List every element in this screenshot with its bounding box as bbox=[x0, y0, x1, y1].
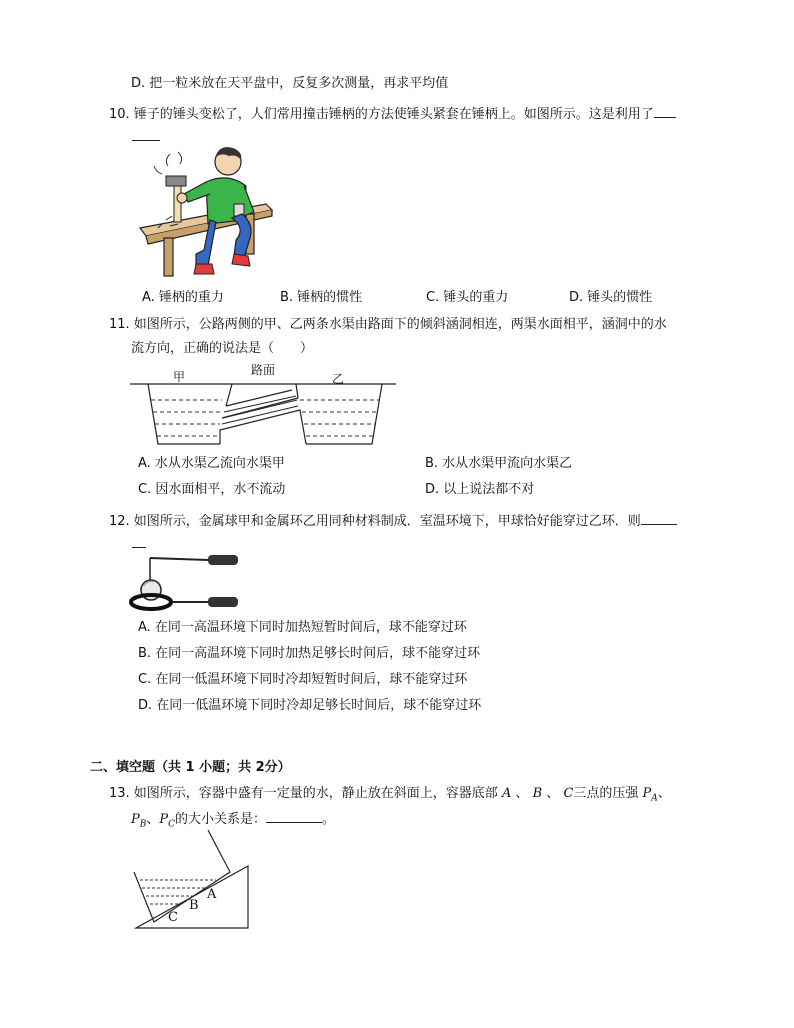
q13-pb-symbol: $P_B$ bbox=[131, 812, 147, 830]
q13-comma-1: 、 bbox=[657, 786, 671, 801]
q13-sep-2: 、 bbox=[542, 786, 564, 801]
q12-stem bbox=[109, 510, 677, 531]
q13-end: 。 bbox=[322, 812, 336, 827]
q12-option-d[interactable]: D. 在同一低温环境下同时冷却足够长时间后，球不能穿过环 bbox=[138, 698, 482, 713]
q11-option-d[interactable]: D. 以上说法都不对 bbox=[425, 482, 535, 497]
q10-option-b[interactable]: B. 锤柄的惯性 bbox=[280, 290, 363, 305]
q10-stem bbox=[109, 103, 676, 124]
q11-label-jia: 甲 bbox=[173, 370, 186, 384]
q13-stem-b: 三点的压强 bbox=[573, 786, 639, 801]
q13-stem-a: 13. 如图所示，容器中盛有一定量的水，静止放在斜面上，容器底部 bbox=[109, 786, 498, 801]
q10-option-a[interactable]: A. 锤柄的重力 bbox=[142, 290, 224, 305]
q13-fig-label-c: C bbox=[168, 910, 178, 925]
q10-stem-text: 10. 锤子的锤头变松了，人们常用撞击锤柄的方法使锤头紧套在锤柄上。如图所示。这是利用了 bbox=[109, 107, 654, 122]
q13-pa-symbol: $P_A$ bbox=[642, 786, 658, 804]
q10-answer-blank[interactable] bbox=[654, 103, 676, 118]
q12-option-a[interactable]: A. 在同一高温环境下同时加热短暂时间后，球不能穿过环 bbox=[138, 620, 467, 635]
q11-option-c[interactable]: C. 因水面相平，水不流动 bbox=[138, 482, 286, 497]
q10-answer-blank-cont[interactable] bbox=[132, 126, 160, 141]
q11-option-b[interactable]: B. 水从水渠甲流向水渠乙 bbox=[425, 456, 573, 471]
q11-label-road: 路面 bbox=[251, 363, 276, 377]
q11-label-yi: 乙 bbox=[332, 372, 345, 386]
q13-container-on-incline-figure bbox=[130, 830, 254, 932]
q13-answer-blank[interactable] bbox=[266, 808, 322, 823]
section-2-title: 二、填空题（共 1 小题；共 2分） bbox=[90, 760, 291, 775]
q10-option-d[interactable]: D. 锤头的惯性 bbox=[569, 290, 653, 305]
q13-point-a: A bbox=[501, 786, 512, 801]
q13-stem-line1 bbox=[109, 785, 671, 808]
q13-point-c: C bbox=[563, 786, 574, 801]
q13-stem-c: 的大小关系是： bbox=[175, 812, 267, 827]
q13-comma-2: 、 bbox=[146, 812, 160, 827]
q13-pc-symbol: $P_C$ bbox=[159, 812, 176, 830]
q13-fig-label-b: B bbox=[189, 898, 199, 913]
q12-ball-ring-figure bbox=[130, 548, 242, 612]
q11-stem-line2: 流方向，正确的说法是（ ） bbox=[131, 341, 314, 356]
q9-option-d: D. 把一粒米放在天平盘中，反复多次测量，再求平均值 bbox=[131, 76, 449, 91]
q12-option-c[interactable]: C. 在同一低温环境下同时冷却短暂时间后，球不能穿过环 bbox=[138, 672, 468, 687]
q11-option-a[interactable]: A. 水从水渠乙流向水渠甲 bbox=[138, 456, 285, 471]
q12-answer-blank-cont[interactable] bbox=[132, 533, 146, 548]
q13-fig-label-a: A bbox=[207, 887, 217, 902]
q12-answer-blank[interactable] bbox=[641, 510, 677, 525]
q10-hammer-man-illustration bbox=[136, 146, 278, 278]
q13-point-b: B bbox=[532, 786, 543, 801]
q12-option-b[interactable]: B. 在同一高温环境下同时加热足够长时间后，球不能穿过环 bbox=[138, 646, 481, 661]
q12-stem-text: 12. 如图所示，金属球甲和金属环乙用同种材料制成．室温环境下，甲球恰好能穿过乙环．则 bbox=[109, 514, 641, 529]
q13-sep-1: 、 bbox=[511, 786, 533, 801]
q11-stem-line1: 11. 如图所示，公路两侧的甲、乙两条水渠由路面下的倾斜涵洞相连，两渠水面相平，涵洞中的水 bbox=[109, 317, 667, 332]
q10-option-c[interactable]: C. 锤头的重力 bbox=[426, 290, 509, 305]
